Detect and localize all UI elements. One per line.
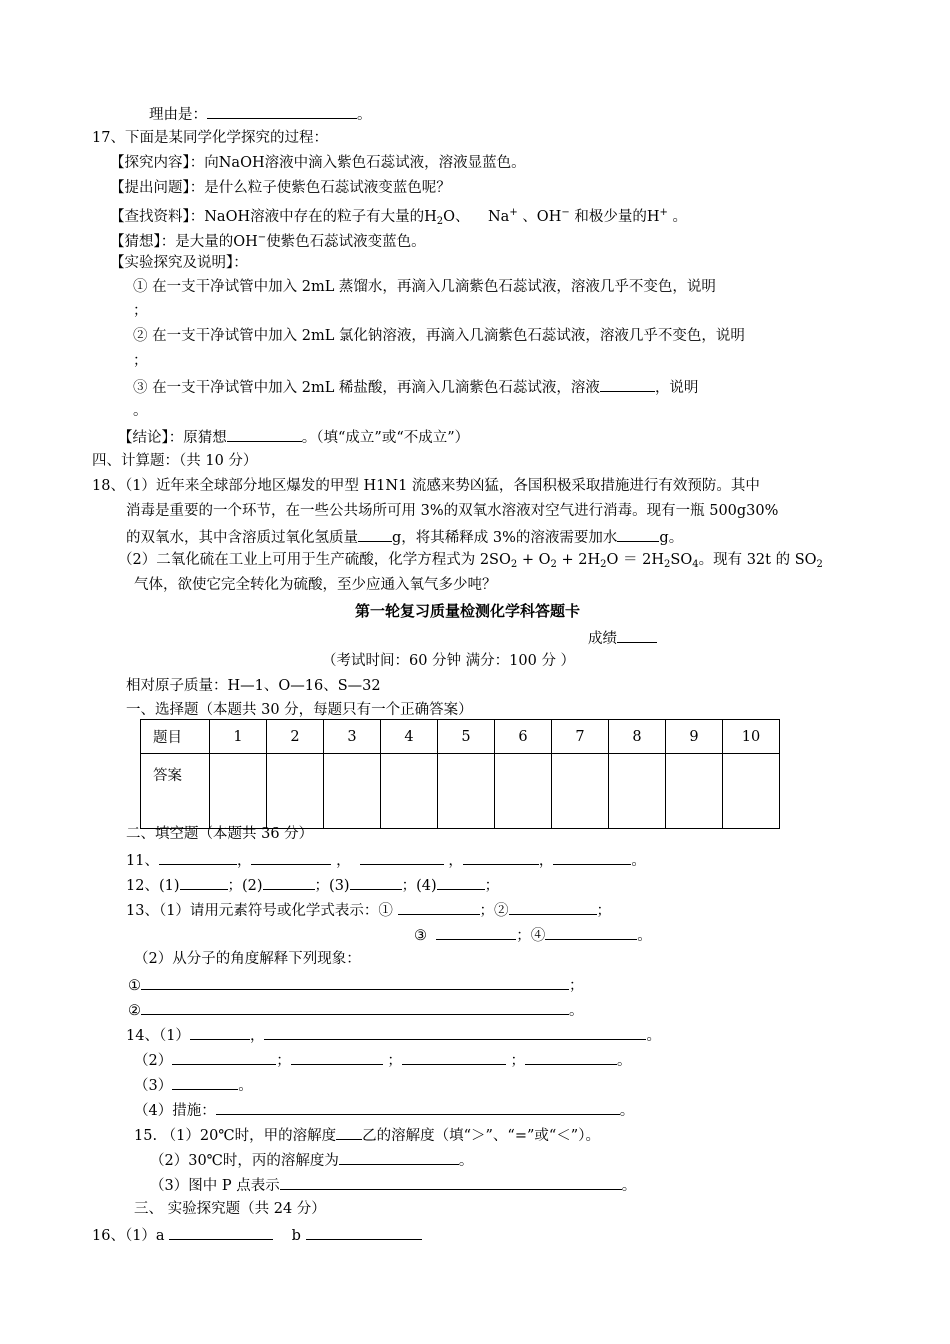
q17-guess-sup: − bbox=[257, 232, 267, 243]
q17-exp-title: 【实验探究及说明】： bbox=[110, 255, 248, 271]
answer-cell[interactable] bbox=[438, 754, 495, 829]
answer-table-answer-label: 答案 bbox=[141, 754, 210, 829]
q15-blank[interactable] bbox=[280, 1174, 622, 1190]
section4-title: 四、计算题：（共 10 分） bbox=[92, 453, 258, 469]
q13-label-4: ；④ bbox=[516, 928, 546, 944]
q17-exp1: ① 在一支干净试管中加入 2mL 蒸馏水，再滴入几滴紫色石蕊试液，溶液几乎不变色，说明 bbox=[133, 279, 716, 295]
q17-info-o: O、 bbox=[443, 209, 470, 225]
answer-cell[interactable] bbox=[723, 754, 780, 829]
q14-blank[interactable] bbox=[291, 1049, 383, 1065]
q18-p1-l2: 消毒是重要的一个环节，在一些公共场所可用 3%的双氧水溶液对空气进行消毒。现有一瓶 500g30% bbox=[126, 503, 779, 519]
q14-blank[interactable] bbox=[525, 1049, 617, 1065]
q16-reason-line bbox=[149, 103, 372, 125]
semicolon: ； bbox=[276, 1053, 291, 1069]
q11-blank[interactable] bbox=[463, 849, 539, 865]
card-q13-p2: （2）从分子的角度解释下列现象： bbox=[134, 951, 361, 967]
card-q14-1 bbox=[126, 1024, 661, 1046]
answer-cell[interactable] bbox=[267, 754, 324, 829]
q13-b-blank[interactable] bbox=[141, 999, 569, 1015]
q16-label: 16、（1）a bbox=[92, 1228, 165, 1244]
card-q15-3 bbox=[150, 1174, 636, 1196]
q12-blank[interactable] bbox=[263, 874, 315, 890]
q16-reason-blank[interactable] bbox=[207, 103, 357, 119]
answer-table bbox=[140, 719, 780, 829]
answer-cell[interactable] bbox=[495, 754, 552, 829]
q17-exp2: ② 在一支干净试管中加入 2mL 氯化钠溶液，再滴入几滴紫色石蕊试液，溶液几乎不变色，说明 bbox=[133, 328, 745, 344]
card-q13-2 bbox=[414, 924, 652, 946]
q13-b-label: ② bbox=[128, 1003, 141, 1019]
q17-info-sub: 2 bbox=[436, 216, 444, 227]
q18-p1-l3 bbox=[126, 526, 683, 548]
q18-eq-d: SO bbox=[670, 552, 693, 568]
q17-exp3 bbox=[133, 376, 698, 398]
comma: ， bbox=[538, 853, 554, 869]
q15-blank[interactable] bbox=[336, 1124, 362, 1140]
period: 。 bbox=[621, 1178, 637, 1194]
q13-blank[interactable] bbox=[509, 899, 597, 915]
q17-conclusion bbox=[118, 426, 469, 448]
q18-sub6: 2 bbox=[816, 559, 823, 570]
answer-cell[interactable] bbox=[666, 754, 723, 829]
answer-cell[interactable] bbox=[210, 754, 267, 829]
q17-info-mid: 和极少量的H bbox=[574, 209, 660, 225]
q18-p1-l3-mid: g，将其稀释成 3%的溶液需要加水 bbox=[392, 530, 618, 546]
answer-table-number: 2 bbox=[267, 720, 324, 754]
answer-cell[interactable] bbox=[381, 754, 438, 829]
q14-label-1: 14、（1） bbox=[126, 1028, 190, 1044]
answer-table-number: 6 bbox=[495, 720, 552, 754]
period: 。 bbox=[619, 1103, 635, 1119]
q14-label-3: （3） bbox=[134, 1078, 173, 1094]
q18-eq-a: + O bbox=[517, 552, 551, 568]
q18-p2-eq-start: （2）二氧化硫在工业上可用于生产硫酸，化学方程式为 2SO bbox=[118, 552, 511, 568]
semicolon: ； bbox=[569, 978, 584, 994]
q17-question: 【提出问题】：是什么粒子使紫色石蕊试液变蓝色呢？ bbox=[110, 180, 451, 196]
q18-p2-l2: 气体，欲使它完全转化为硫酸，至少应通入氧气多少吨？ bbox=[134, 577, 497, 593]
semicolon: ； bbox=[596, 903, 612, 919]
q18-sub1: 2 bbox=[510, 559, 518, 570]
q17-info-na: Na bbox=[487, 209, 510, 225]
card-score bbox=[588, 627, 657, 649]
q13-label-2: ；② bbox=[479, 903, 509, 919]
q18-eq-c: O ＝ 2H bbox=[606, 552, 665, 568]
q13-label: 13、（1）请用元素符号或化学式表示：① bbox=[126, 903, 393, 919]
q15-3-label: （3）图中 P 点表示 bbox=[150, 1178, 280, 1194]
q18-blank-water[interactable] bbox=[617, 526, 659, 542]
answer-table-header-row bbox=[141, 720, 780, 754]
comma: ， bbox=[249, 1028, 265, 1044]
answer-cell[interactable] bbox=[552, 754, 609, 829]
q13-label-3: ③ bbox=[414, 928, 427, 944]
comma: ， bbox=[448, 853, 463, 869]
q17-info-oh: 、OH bbox=[522, 209, 562, 225]
q16-reason-label: 理由是： bbox=[149, 107, 207, 123]
answer-cell[interactable] bbox=[324, 754, 381, 829]
q12-label-3: ；(3) bbox=[314, 878, 350, 894]
card-q15-2 bbox=[150, 1149, 473, 1171]
q11-blank[interactable] bbox=[251, 849, 331, 865]
q17-guess bbox=[110, 228, 426, 252]
q15-blank[interactable] bbox=[339, 1149, 459, 1165]
card-q16 bbox=[92, 1224, 422, 1246]
comma: ， bbox=[336, 853, 351, 869]
period: 。 bbox=[238, 1078, 253, 1094]
q17-guess-post: 使紫色石蕊试液变蓝色。 bbox=[266, 234, 426, 250]
q17-info-oh-sup: − bbox=[561, 207, 570, 218]
card-q12 bbox=[126, 874, 499, 896]
q18-p1-l3-end: g。 bbox=[659, 530, 684, 546]
q17-guess-pre: 【猜想】：是大量的OH bbox=[110, 234, 258, 250]
q13-blank[interactable] bbox=[436, 924, 516, 940]
q16-blank-a[interactable] bbox=[169, 1224, 273, 1240]
q14-blank[interactable] bbox=[172, 1049, 276, 1065]
answer-table-number: 4 bbox=[381, 720, 438, 754]
q17-conclusion-post: 。（填“成立”或“不成立”） bbox=[301, 430, 470, 446]
q14-blank[interactable] bbox=[172, 1074, 238, 1090]
q17-exp2-end: ； bbox=[133, 353, 148, 369]
card-q14-2 bbox=[134, 1049, 631, 1071]
card-q13-b bbox=[128, 999, 584, 1021]
answer-table-number: 10 bbox=[723, 720, 780, 754]
q12-label-4: ；(4) bbox=[401, 878, 437, 894]
q17-content: 【探究内容】：向NaOH溶液中滴入紫色石蕊试液，溶液显蓝色。 bbox=[110, 155, 526, 171]
q14-blank[interactable] bbox=[264, 1024, 646, 1040]
q18-eq-e: 。现有 32t 的 SO bbox=[698, 552, 817, 568]
q14-blank[interactable] bbox=[190, 1024, 250, 1040]
card-q14-3 bbox=[134, 1074, 253, 1096]
q17-exp3-pre: ③ 在一支干净试管中加入 2mL 稀盐酸，再滴入几滴紫色石蕊试液，溶液 bbox=[133, 380, 600, 396]
q13-blank[interactable] bbox=[545, 924, 637, 940]
q12-blank[interactable] bbox=[180, 874, 228, 890]
semicolon: ； bbox=[510, 1053, 525, 1069]
card-q14-4 bbox=[134, 1099, 634, 1121]
q18-sub3: 2 bbox=[600, 559, 607, 570]
answer-cell[interactable] bbox=[609, 754, 666, 829]
q13-a-label: ① bbox=[128, 978, 141, 994]
answer-table-number: 1 bbox=[210, 720, 267, 754]
q13-blank[interactable] bbox=[398, 899, 480, 915]
semicolon: ； bbox=[484, 878, 500, 894]
q17-title: 17、下面是某同学化学探究的过程： bbox=[92, 130, 328, 146]
q18-blank-mass[interactable] bbox=[358, 526, 392, 542]
answer-table-header-label: 题目 bbox=[141, 720, 210, 754]
q18-sub4: 2 bbox=[664, 559, 671, 570]
q17-info-pre: 【查找资料】：NaOH溶液中存在的粒子有大量的H bbox=[110, 209, 437, 225]
answer-table-number: 7 bbox=[552, 720, 609, 754]
card-time-info: （考试时间：60 分钟 满分：100 分 ） bbox=[322, 653, 576, 669]
card-title: 第一轮复习质量检测化学科答题卡 bbox=[355, 602, 581, 620]
q18-sub2: 2 bbox=[550, 559, 557, 570]
answer-table-number: 3 bbox=[324, 720, 381, 754]
q11-blank[interactable] bbox=[360, 849, 444, 865]
q12-label: 12、(1) bbox=[126, 878, 180, 894]
answer-table-number: 5 bbox=[438, 720, 495, 754]
q17-exp3-end: 。 bbox=[133, 403, 148, 419]
q14-blank[interactable] bbox=[216, 1099, 620, 1115]
q18-eq-b: + 2H bbox=[556, 552, 601, 568]
q18-p2-l1 bbox=[118, 550, 823, 575]
answer-table-number: 8 bbox=[609, 720, 666, 754]
period: 。 bbox=[631, 853, 646, 869]
answer-table-answer-row bbox=[141, 754, 780, 829]
semicolon: ； bbox=[387, 1053, 402, 1069]
card-q13-1 bbox=[126, 899, 611, 921]
q17-info-na-sup: + bbox=[509, 207, 518, 218]
card-section3: 三、 实验探究题（共 24 分） bbox=[134, 1201, 326, 1217]
q11-blank[interactable] bbox=[159, 849, 237, 865]
answer-table-number: 9 bbox=[666, 720, 723, 754]
q15-1-pre: 15. （1）20℃时，甲的溶解度 bbox=[134, 1128, 337, 1144]
q15-1-post: 乙的溶解度（填“＞”、“=”或“＜”）。 bbox=[362, 1128, 600, 1144]
q17-conclusion-pre: 【结论】：原猜想 bbox=[118, 430, 227, 446]
card-section1: 一、选择题（本题共 30 分，每题只有一个正确答案） bbox=[126, 702, 473, 718]
q11-blank[interactable] bbox=[553, 849, 631, 865]
q17-info-h-sup: + bbox=[659, 207, 668, 218]
q14-label-4: （4）措施： bbox=[134, 1103, 216, 1119]
period: 。 bbox=[637, 928, 652, 944]
card-q15-1 bbox=[134, 1124, 600, 1146]
q11-label: 11、 bbox=[126, 853, 159, 869]
q18-p1-l3-pre: 的双氧水，其中含溶质过氧化氢质量 bbox=[126, 530, 358, 546]
q16-reason-end: 。 bbox=[357, 107, 372, 123]
comma: ， bbox=[236, 853, 252, 869]
card-section2: 二、填空题（本题共 36 分） bbox=[126, 826, 314, 842]
q12-label-2: ；(2) bbox=[227, 878, 263, 894]
q15-2-label: （2）30℃时，丙的溶解度为 bbox=[150, 1153, 339, 1169]
q16-label-b: b bbox=[291, 1228, 301, 1244]
period: 。 bbox=[646, 1028, 661, 1044]
q12-blank[interactable] bbox=[350, 874, 402, 890]
q14-blank[interactable] bbox=[402, 1049, 506, 1065]
q13-a-blank[interactable] bbox=[141, 974, 569, 990]
q17-exp3-post: ，说明 bbox=[654, 380, 699, 396]
card-q13-a bbox=[128, 974, 584, 996]
q17-exp1-end: ； bbox=[133, 303, 148, 319]
q17-conclusion-blank[interactable] bbox=[227, 426, 302, 442]
q16-blank-b[interactable] bbox=[306, 1224, 422, 1240]
card-q11 bbox=[126, 849, 646, 871]
card-score-label: 成绩 bbox=[588, 631, 617, 647]
q18-sub5: 4 bbox=[692, 559, 699, 570]
q14-label-2: （2） bbox=[134, 1053, 173, 1069]
q18-p1-l1: 18、（1）近年来全球部分地区爆发的甲型 H1N1 流感来势凶猛，各国积极采取措施进行有效预防。其中 bbox=[92, 478, 760, 494]
period: 。 bbox=[458, 1153, 474, 1169]
card-atomic-mass: 相对原子质量：H—1、O—16、S—32 bbox=[126, 678, 381, 694]
card-score-blank[interactable] bbox=[617, 627, 657, 643]
period: 。 bbox=[569, 1003, 584, 1019]
q17-exp3-blank[interactable] bbox=[600, 376, 655, 392]
q12-blank[interactable] bbox=[437, 874, 485, 890]
period: 。 bbox=[616, 1053, 632, 1069]
q17-info-end: 。 bbox=[672, 209, 688, 225]
